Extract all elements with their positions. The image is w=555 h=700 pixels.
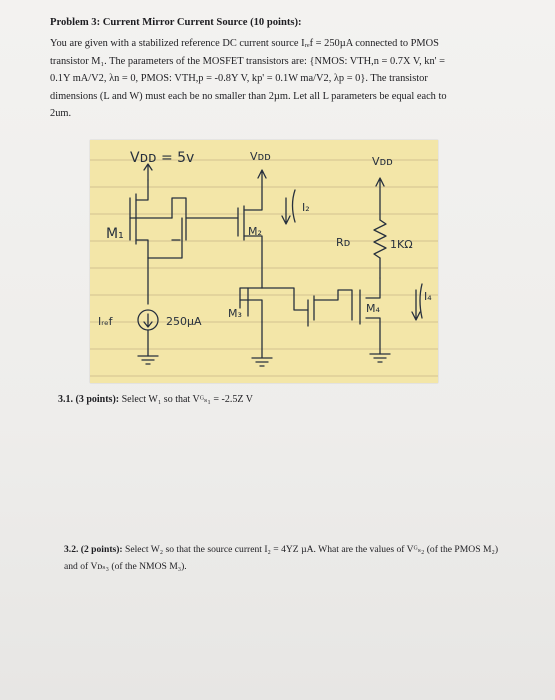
vdd-label-middle: Vᴅᴅ — [250, 150, 271, 163]
question-3-2-text: Select W₂ so that the source current I₂ = 4YZ µA. What are the values of Vᴳₛ₂ (of the PMOS M₂) and of Vᴅₛ₃ (of the NMOS M₃). — [64, 544, 499, 572]
circuit-wiring — [130, 164, 422, 366]
m3-label: M₃ — [228, 307, 242, 320]
m2-label: M₂ — [248, 225, 262, 238]
vdd-label-left: Vᴅᴅ = 5v — [130, 150, 195, 166]
iref-label: Iᵣₑf — [98, 315, 113, 328]
circuit-sketch — [90, 140, 438, 383]
i4-label: I₄ — [424, 290, 432, 303]
problem-line: dimensions (L and W) must each be no smaller than 2µm. Let all L parameters be equal each to — [50, 90, 447, 102]
problem-title: Problem 3: Current Mirror Current Source (10 points): — [50, 17, 302, 28]
problem-line: transistor M₁. The parameters of the MOSFET transistors are: {NMOS: VTH,n = 0.7X V, kn' = — [50, 55, 445, 67]
rd-value-label: 1KΩ — [390, 238, 413, 251]
question-3-1 — [58, 394, 253, 405]
question-3-2-heading: 3.2. (2 points): — [64, 544, 123, 555]
problem-line: 0.1Y mA/V2, λn = 0, PMOS: VTH,p = -0.8Y V, kp' = 0.1W ma/V2, λp = 0}. The transistor — [50, 73, 428, 85]
ruled-lines — [90, 160, 438, 376]
circuit-diagram — [90, 140, 438, 383]
problem-line: 2um. — [50, 108, 72, 120]
m4-label: M₄ — [366, 302, 380, 315]
i2-label: I₂ — [302, 201, 310, 214]
question-3-1-text: Select W₁ so that Vᴳₛ₁ = -2.5Z V — [119, 394, 254, 405]
problem-line: You are given with a stabilized reference DC current source Iᵣₑf = 250µA connected to PMOS — [50, 38, 439, 49]
question-3-2 — [64, 541, 504, 575]
m1-label: M₁ — [106, 226, 124, 242]
vdd-label-right: Vᴅᴅ — [372, 155, 393, 168]
question-3-1-heading: 3.1. (3 points): — [58, 394, 120, 405]
problem-description — [50, 35, 510, 123]
rd-label: Rᴅ — [336, 236, 351, 249]
iref-value-label: 250µA — [166, 315, 202, 328]
